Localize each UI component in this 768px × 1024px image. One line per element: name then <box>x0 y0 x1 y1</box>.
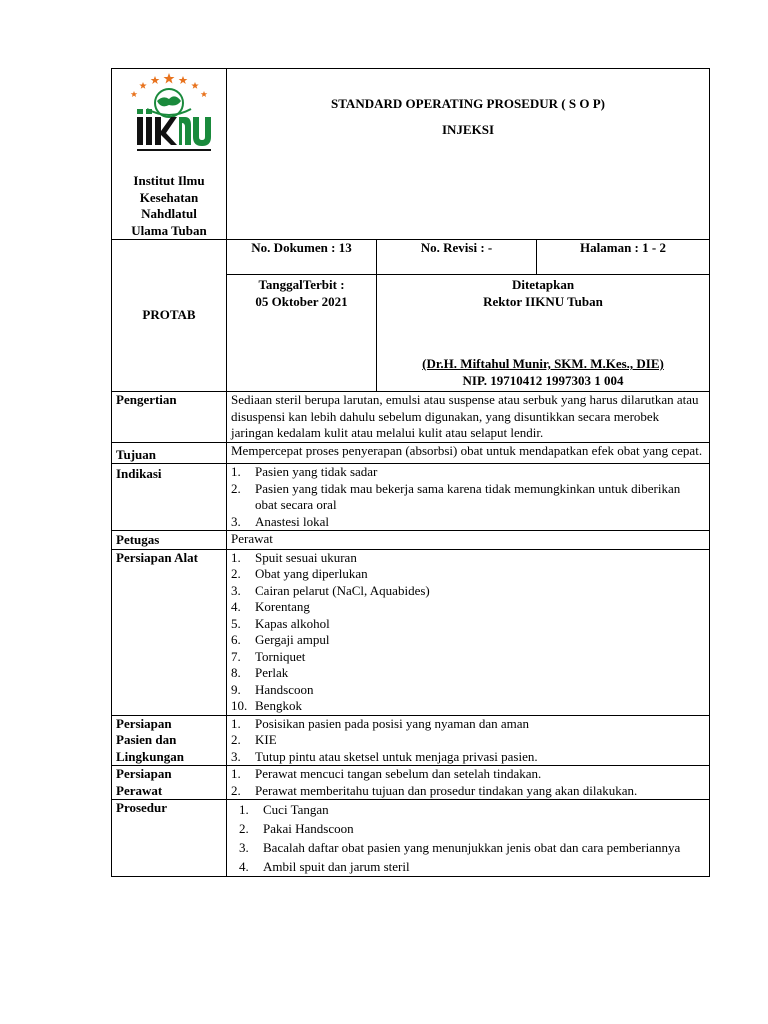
document-title: STANDARD OPERATING PROSEDUR ( S O P) <box>331 96 605 111</box>
list-item: 2. Perawat memberitahu tujuan dan prosedur tindakan yang akan dilakukan. <box>231 782 638 798</box>
list-persiapan-pasien <box>227 715 710 766</box>
row-tujuan <box>112 442 710 464</box>
list-item: 8. Perlak <box>231 665 289 680</box>
institution-logo <box>112 69 226 171</box>
text-pengertian: Sediaan steril berupa larutan, emulsi atau suspense atau serbuk yang harus dilarutkan atau disuspensi kan lebih dahulu sebelum digunakan, yang disuntikkan secara merobek jaringan kedalam kulit atau melalui kulit atau selaput lendir. <box>227 392 710 443</box>
list-indikasi <box>227 464 710 531</box>
label-petugas: Petugas <box>112 531 227 550</box>
row-persiapan-pasien <box>112 715 710 766</box>
list-item: 4. Ambil spuit dan jarum steril <box>239 859 410 874</box>
list-item: 6. Gergaji ampul <box>231 632 330 647</box>
list-item: 1. Cuci Tangan <box>239 802 329 817</box>
row-persiapan-alat <box>112 549 710 715</box>
no-dokumen: No. Dokumen : 13 <box>227 240 377 275</box>
row-petugas <box>112 531 710 550</box>
tanggal-terbit: TanggalTerbit : 05 Oktober 2021 <box>227 275 377 392</box>
list-item: 2. Pakai Handscoon <box>239 821 354 836</box>
label-persiapan-pasien: Persiapan Pasien dan Lingkungan <box>112 715 227 766</box>
halaman: Halaman : 1 - 2 <box>537 240 710 275</box>
document-subtitle: INJEKSI <box>441 121 495 137</box>
logo-cell <box>112 69 227 240</box>
list-persiapan-perawat <box>227 766 710 800</box>
iiknu-logo-icon <box>119 71 219 163</box>
row-pengertian <box>112 392 710 443</box>
institution-name: Institut Ilmu Kesehatan Nahdlatul Ulama Tuban <box>131 173 207 238</box>
text-tujuan: Mempercepat proses penyerapan (absorbsi) obat untuk mendapatkan efek obat yang cepat. <box>227 442 710 464</box>
row-indikasi <box>112 464 710 531</box>
no-revisi: No. Revisi : - <box>377 240 537 275</box>
header-row <box>112 69 710 240</box>
sop-table <box>111 68 710 877</box>
list-item: 1. Spuit sesuai ukuran <box>231 549 357 565</box>
signer-nip: NIP. 19710412 1997303 1 004 <box>462 372 624 388</box>
meta-row-1 <box>112 240 710 275</box>
protab-label: PROTAB <box>112 240 227 392</box>
label-pengertian: Pengertian <box>112 392 227 443</box>
text-petugas: Perawat <box>227 531 710 550</box>
label-indikasi: Indikasi <box>112 464 227 531</box>
row-persiapan-perawat <box>112 766 710 800</box>
label-persiapan-perawat: Persiapan Perawat <box>112 766 227 800</box>
list-item: 5. Kapas alkohol <box>231 615 330 631</box>
title-cell <box>227 69 710 240</box>
list-item: 9. Handscoon <box>231 681 314 697</box>
list-prosedur <box>227 800 710 877</box>
list-item: 1. Pasien yang tidak sadar <box>231 464 378 479</box>
label-tujuan: Tujuan <box>112 442 227 464</box>
list-item: 2. Pasien yang tidak mau bekerja sama karena tidak memungkinkan untuk diberikan obat secara oral <box>231 480 681 512</box>
sop-document <box>111 68 709 877</box>
list-item: 3. Bacalah daftar obat pasien yang menunjukkan jenis obat dan cara pemberiannya <box>239 840 681 855</box>
list-item: 1. Perawat mencuci tangan sebelum dan setelah tindakan. <box>231 766 542 781</box>
list-persiapan-alat <box>227 549 710 715</box>
list-item: 2. KIE <box>231 732 277 747</box>
list-item: 3. Cairan pelarut (NaCl, Aquabides) <box>231 582 430 598</box>
ditetapkan-cell: Ditetapkan Rektor IIKNU Tuban (Dr.H. Miftahul Munir, SKM. M.Kes., DIE) NIP. 19710412 1997303 1 004 <box>377 275 710 392</box>
list-item: 3. Tutup pintu atau sketsel untuk menjaga privasi pasien. <box>231 748 538 764</box>
signer-name: (Dr.H. Miftahul Munir, SKM. M.Kes., DIE) <box>422 356 664 371</box>
list-item: 10. Bengkok <box>231 698 302 713</box>
list-item: 7. Torniquet <box>231 648 306 664</box>
list-item: 2. Obat yang diperlukan <box>231 566 368 581</box>
label-prosedur: Prosedur <box>112 800 227 877</box>
list-item: 3. Anastesi lokal <box>231 513 330 529</box>
row-prosedur <box>112 800 710 877</box>
list-item: 1. Posisikan pasien pada posisi yang nyaman dan aman <box>231 715 530 731</box>
label-persiapan-alat: Persiapan Alat <box>112 549 227 715</box>
list-item: 4. Korentang <box>231 599 310 614</box>
